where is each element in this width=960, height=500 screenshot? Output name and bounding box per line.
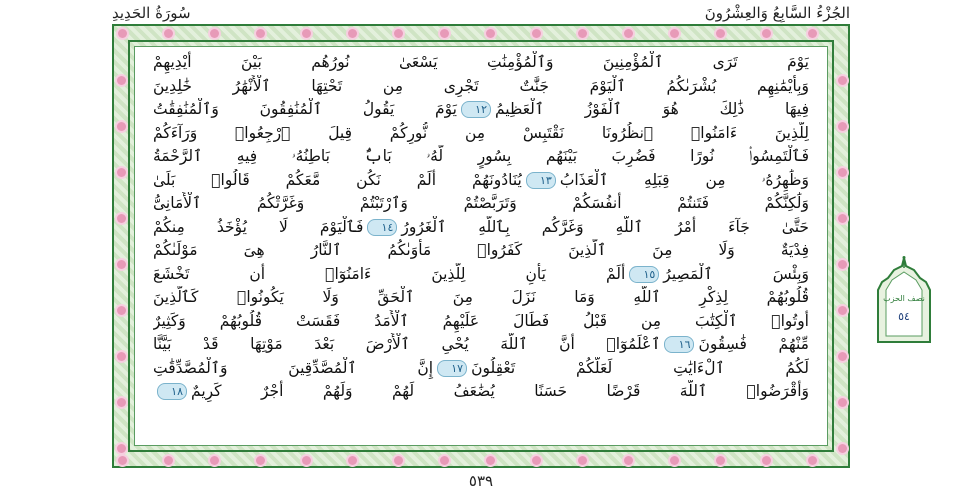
- verse-text: وَلَٰكِنَّكُمْ فَتَنتُمْ أَنفُسَكُمْ وَتَرَبَّصْتُمْ وَٱرْتَبْتُمْ وَغَرَّتْكُمُ ٱلْأَمَانِىُّ: [153, 194, 809, 212]
- verse-line: [153, 98, 809, 122]
- ornament-flower: [117, 76, 126, 85]
- ayah-number-marker: ١٥: [629, 266, 659, 283]
- page-header: [112, 4, 850, 26]
- ornament-flower: [578, 29, 587, 38]
- ayah-number-marker: ١٣: [526, 172, 556, 189]
- ornament-flower: [117, 444, 126, 453]
- ornament-flower: [164, 29, 173, 38]
- ornament-flower: [838, 214, 847, 223]
- verse-text: يُنَادُونَهُمْ أَلَمْ نَكُن مَّعَكُمْ قَالُوا۟ بَلَىٰ: [153, 170, 522, 189]
- ornament-flower: [532, 456, 541, 465]
- ornament-flower: [117, 122, 126, 131]
- verse-line: [153, 263, 809, 287]
- verse-text: وَظَٰهِرُهُۥ مِن قِبَلِهِ ٱلْعَذَابُ: [559, 170, 809, 189]
- ornament-flower: [256, 29, 265, 38]
- ornament-flower: [578, 456, 587, 465]
- ornament-flower: [838, 260, 847, 269]
- ornament-flower: [762, 29, 771, 38]
- ornament-flower: [348, 456, 357, 465]
- verse-line: [153, 357, 809, 381]
- ornament-flower: [716, 29, 725, 38]
- verse-text: لِلَّذِينَ ءَامَنُوا۟ ٱنظُرُونَا نَقْتَبِسْ مِن نُّورِكُمْ قِيلَ ٱرْجِعُوا۟ وَرَآءَكُمْ: [153, 123, 809, 142]
- ornament-flower: [117, 168, 126, 177]
- ornament-flower: [486, 456, 495, 465]
- verse-text: وَبِأَيْمَٰنِهِم بُشْرَىٰكُمُ ٱلْيَوْمَ جَنَّٰتٌ تَجْرِى مِن تَحْتِهَا ٱلْأَنْهَٰرُ خَٰلِدِينَ: [153, 76, 809, 95]
- ornament-flower: [838, 444, 847, 453]
- ornament-flower: [440, 29, 449, 38]
- ornament-flower: [210, 456, 219, 465]
- ornament-flower: [670, 456, 679, 465]
- hizb-marker: [872, 256, 936, 350]
- ayah-number-marker: ١٨: [157, 383, 187, 400]
- verse-line: [153, 286, 809, 310]
- verse-text: فِدْيَةٌ وَلَا مِنَ ٱلَّذِينَ كَفَرُوا۟ مَأْوَىٰكُمُ ٱلنَّارُ هِىَ مَوْلَىٰكُمْ: [153, 241, 809, 259]
- verse-text: مِّنْهُمْ فَٰسِقُونَ: [698, 335, 809, 353]
- ornament-flower: [117, 306, 126, 315]
- page-frame: [112, 24, 850, 468]
- verse-lines: [153, 51, 809, 404]
- verse-text: فَٱلْيَوْمَ لَا يُؤْخَذُ مِنكُمْ: [153, 217, 364, 236]
- verse-line: [153, 145, 809, 169]
- ornament-flower: [716, 456, 725, 465]
- ornament-flower: [808, 29, 817, 38]
- page-number: ٥٣٩: [468, 472, 494, 490]
- verse-text: لَكُمُ ٱلْءَايَٰتِ لَعَلَّكُمْ تَعْقِلُونَ: [471, 358, 809, 377]
- verse-line: [153, 380, 809, 404]
- ornament-flower: [762, 456, 771, 465]
- verse-text: قُلُوبُهُمْ لِذِكْرِ ٱللَّهِ وَمَا نَزَلَ مِنَ ٱلْحَقِّ وَلَا يَكُونُوا۟ كَٱلَّذِينَ: [153, 288, 809, 306]
- verse-text: فِيهَا ذَٰلِكَ هُوَ ٱلْفَوْزُ ٱلْعَظِيمُ: [494, 100, 809, 118]
- ornament-flower: [117, 214, 126, 223]
- ayah-number-marker: ١٦: [664, 336, 694, 353]
- ornament-flower: [808, 456, 817, 465]
- verse-text: وَأَقْرَضُوا۟ ٱللَّهَ قَرْضًا حَسَنًا يُضَٰعَفُ لَهُمْ وَلَهُمْ أَجْرٌ كَرِيمٌ: [191, 382, 809, 400]
- ornament-flower: [838, 122, 847, 131]
- ornament-flower: [302, 29, 311, 38]
- ornament-flower: [117, 398, 126, 407]
- ornament-flower: [348, 29, 357, 38]
- ornament-flower: [394, 29, 403, 38]
- ornament-flower: [670, 29, 679, 38]
- verse-line: [153, 333, 809, 357]
- verse-text: أَلَمْ يَأْنِ لِلَّذِينَ ءَامَنُوٓا۟ أَن تَخْشَعَ: [153, 264, 626, 283]
- verse-text: يَوْمَ يَقُولُ ٱلْمُنَٰفِقُونَ وَٱلْمُنَٰفِقَٰتُ: [153, 100, 457, 118]
- verse-text: حَتَّىٰ جَآءَ أَمْرُ ٱللَّهِ وَغَرَّكُم بِٱللَّهِ ٱلْغَرُورُ: [401, 217, 809, 236]
- verse-text: يَوْمَ تَرَى ٱلْمُؤْمِنِينَ وَٱلْمُؤْمِنَٰتِ يَسْعَىٰ نُورُهُم بَيْنَ أَيْدِيهِمْ: [153, 53, 809, 71]
- ornament-flower: [838, 76, 847, 85]
- ornament-flower: [210, 29, 219, 38]
- ornament-flower: [838, 352, 847, 361]
- verse-text: وَبِئْسَ ٱلْمَصِيرُ: [663, 264, 809, 283]
- verse-line: [153, 51, 809, 75]
- quran-text-panel: [134, 46, 828, 446]
- ornament-flower: [256, 456, 265, 465]
- ornament-flower: [838, 306, 847, 315]
- ornament-flower: [838, 398, 847, 407]
- ornament-flower: [164, 456, 173, 465]
- verse-line: [153, 239, 809, 263]
- ornament-flower: [118, 29, 127, 38]
- ornament-flower: [117, 260, 126, 269]
- ornament-flower: [486, 29, 495, 38]
- ornament-flower: [532, 29, 541, 38]
- verse-line: [153, 122, 809, 146]
- ornament-flower: [624, 29, 633, 38]
- ayah-number-marker: ١٧: [437, 360, 467, 377]
- surah-title: سُورَةُ الحَدِيدِ: [112, 4, 191, 22]
- juz-title: الجُزْءُ السَّابِعُ وَالعِشْرُونَ: [704, 4, 850, 22]
- ornament-flower: [394, 456, 403, 465]
- ornament-flower: [624, 456, 633, 465]
- verse-line: [153, 192, 809, 216]
- verse-line: [153, 75, 809, 99]
- ornament-flower: [440, 456, 449, 465]
- hizb-label: نصف الحزب: [883, 294, 925, 303]
- verse-line: [153, 216, 809, 240]
- verse-text: فَٱلْتَمِسُوا۟ نُورًا فَضُرِبَ بَيْنَهُم بِسُورٍ لَّهُۥ بَابٌۢ بَاطِنُهُۥ فِيهِ ٱلرَّحْمَةُ: [153, 147, 809, 165]
- ayah-number-marker: ١٢: [461, 101, 491, 118]
- hizb-marker-frame: [872, 256, 936, 350]
- ornament-flower: [838, 168, 847, 177]
- verse-text: أُوتُوا۟ ٱلْكِتَٰبَ مِن قَبْلُ فَطَالَ عَلَيْهِمُ ٱلْأَمَدُ فَقَسَتْ قُلُوبُهُمْ وَكَثِيرٌ: [153, 311, 809, 330]
- verse-line: [153, 169, 809, 193]
- ornament-flower: [117, 352, 126, 361]
- verse-line: [153, 310, 809, 334]
- hizb-number: ٥٤: [898, 310, 910, 323]
- ornament-flower: [302, 456, 311, 465]
- verse-text: ٱعْلَمُوٓا۟ أَنَّ ٱللَّهَ يُحْىِ ٱلْأَرْضَ بَعْدَ مَوْتِهَا قَدْ بَيَّنَّا: [153, 335, 661, 353]
- verse-text: إِنَّ ٱلْمُصَّدِّقِينَ وَٱلْمُصَّدِّقَٰتِ: [153, 358, 434, 377]
- ornament-flower: [118, 456, 127, 465]
- ayah-number-marker: ١٤: [367, 219, 397, 236]
